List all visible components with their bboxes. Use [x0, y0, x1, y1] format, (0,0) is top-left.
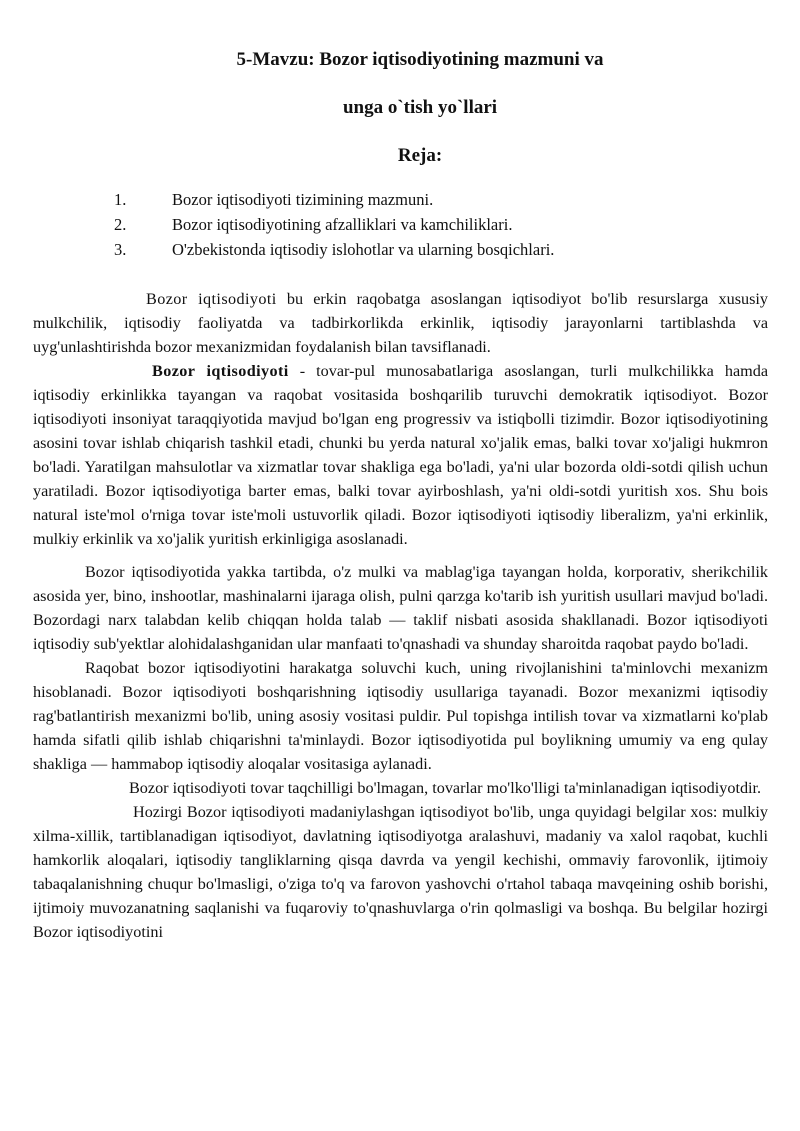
paragraph-2-term: Bozor iqtisodiyoti — [152, 362, 289, 380]
paragraph-3: Bozor iqtisodiyotida yakka tartibda, o'z mulki va mablag'iga tayangan holda, korporativ, sherikchilik asosida yer, bino, inshootlar, mashinalarni ijaraga olish, pulni qarzga ko'tarib ish yuritish usullari mavjud bo'ladi. Bozordagi narx talabdan kelib chiqqan holda talab — taklif nisbati asosida shakllanadi. Bozor iqtisodiyoti iqtisodiy sub'yektlar alohidalashganidan ular manfaati to'qnashadi va shunday sharoitda raqobat paydo bo'ladi. — [33, 563, 768, 653]
plan-item — [0, 213, 800, 238]
paragraph-1 — [33, 287, 768, 359]
paragraph-1-text: bu erkin raqobatga asoslangan iqtisodiyot bo'lib resurslarga xususiy mulkchilik, iqtisodiy faoliyatda va tadbirkorlikda erkinlik, iqtisodiy jarayonlarni tartiblashda va uyg'unlashtirishda bozor mexanizmidan foydalanish bilan tavsiflanadi. — [33, 290, 768, 356]
plan-item-number: 2. — [114, 215, 127, 234]
plan-item-text: Bozor iqtisodiyoti tizimining mazmuni. — [172, 190, 434, 209]
plan-item-text: Bozor iqtisodiyotining afzalliklari va kamchiliklari. — [172, 215, 513, 234]
plan-item — [0, 238, 800, 263]
plan-list — [0, 188, 800, 263]
plan-item — [0, 188, 800, 213]
plan-item-number: 3. — [114, 240, 127, 259]
plan-heading: Reja: — [397, 145, 443, 166]
paragraph-2-text: - tovar-pul munosabatlariga asoslangan, turli mulkchilikka hamda iqtisodiy erkinlikka tayangan va raqobat vositasida boshqarilib turuvchi demokratik iqtisodiyot. Bozor iqtisodiyoti insoniyat taraqqiyotida mavjud bo'lgan eng progressiv va istiqbolli tizimdir. Bozor iqtisodiyotining asosini tovar ishlab chiqarish tashkil etadi, chunki bu yerda natural xo'jalik emas, balki tovar xo'jaligi hukmron bo'ladi. Yaratilgan mahsulotlar va xizmatlar tovar shakliga ega bo'ladi, ya'ni ular bozorda oldi-sotdi qilish uchun yaratiladi. Bozor iqtisodiyotiga barter emas, balki tovar ayirboshlash, ya'ni oldi-sotdi yuritish xos. Shu bois natural iste'mol o'rniga tovar iste'moli ustuvorlik qiladi. Bozor iqtisodiyoti iqtisodiy liberalizm, ya'ni erkinlik, mulkiy erkinlik va xo'jalik yuritish erkinligiga asoslanadi. — [33, 362, 768, 548]
paragraph-6: Hozirgi Bozor iqtisodiyoti madaniylashgan iqtisodiyot bo'lib, unga quyidagi belgilar xos: mulkiy xilma-xillik, tartiblanadigan iqtisodiyot, davlatning iqtisodiyotga aralashuvi, madaniy va xalol raqobat, kuchli hamkorlik aloqalari, iqtisodiy tangliklarning qisqa davrda va yengil kechishi, ommaviy farovonlik, ijtimoiy tabaqalanishning chuqur bo'lmasligi, o'ziga to'q va farovon yashovchi o'rtahol tabaqa mavqeining oshib borishi, ijtimoiy muvozanatning saqlanishi va fuqaroviy to'qnashuvlarga o'rin qolmasligi va boshqa. Bu belgilar hozirgi Bozor iqtisodiyotini — [33, 803, 768, 941]
paragraph-4: Raqobat bozor iqtisodiyotini harakatga soluvchi kuch, uning rivojlanishini ta'minlovchi mexanizm hisoblanadi. Bozor iqtisodiyoti boshqarishning iqtisodiy usullariga tayanadi. Bozor mexanizmi iqtisodiy rag'batlantirish mexanizmi bo'lib, uning asosiy vositasi puldir. Pul topishga intilish tovar va xizmatlarni ko'plab hamda sifatli qilib ishlab chiqarishni ta'minlaydi. Bozor iqtisodiyotida pul boylikning umumiy va eng qulay shakliga — hammabop iqtisodiy aloqalar vositasiga aylanadi. — [33, 659, 768, 773]
title-line-1: 5-Mavzu: Bozor iqtisodiyotining mazmuni va — [236, 49, 604, 70]
paragraph-1-term: Bozor iqtisodiyoti — [146, 290, 277, 308]
title-line-2: unga o`tish yo`llari — [342, 97, 498, 118]
document-body — [33, 287, 768, 944]
plan-item-text: O'zbekistonda iqtisodiy islohotlar va ularning bosqichlari. — [172, 240, 555, 259]
paragraph-2 — [33, 359, 768, 551]
plan-item-number: 1. — [114, 190, 127, 209]
paragraph-5: Bozor iqtisodiyoti tovar taqchilligi bo'lmagan, tovarlar mo'lko'lligi ta'minlanadigan iqtisodiyotdir. — [129, 779, 762, 797]
